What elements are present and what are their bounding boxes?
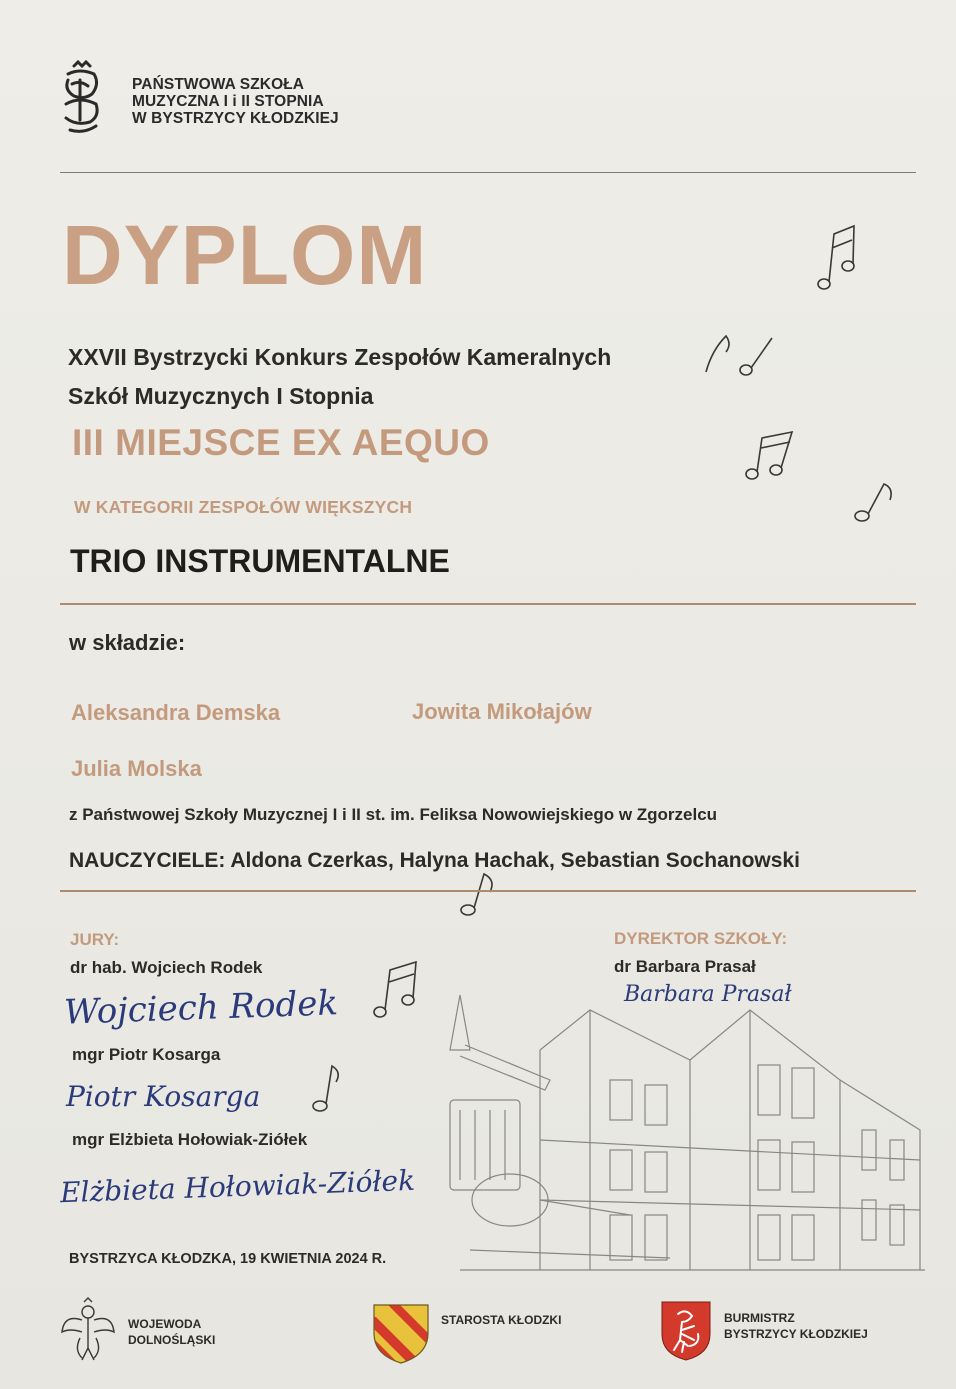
county-shield-icon [372,1303,430,1365]
town-lion-shield-icon [660,1300,712,1362]
award-category: W KATEGORII ZESPOŁÓW WIĘKSZYCH [74,497,413,517]
teachers-list: NAUCZYCIELE: Aldona Czerkas, Halyna Hachak, Sebastian Sochanowski [69,849,800,872]
contest-name-line-1: XXVII Bystrzycki Konkurs Zespołów Kameralnych [68,344,612,370]
music-note-icon [812,222,860,294]
member-name: Aleksandra Demska [71,700,281,725]
school-name-line-3: W BYSTRZYCY KŁODZKIEJ [132,110,339,127]
jury-label: JURY: [70,930,120,949]
contest-name-line-2: Szkół Muzycznych I Stopnia [68,383,374,409]
section-rule [60,890,916,892]
director-label: DYREKTOR SZKOŁY: [614,929,788,948]
award-place: III MIEJSCE EX AEQUO [72,422,490,463]
school-name-line-2: MUZYCZNA I i II STOPNIA [132,93,324,110]
place-and-date: BYSTRZYCA KŁODZKA, 19 KWIETNIA 2024 R. [69,1251,387,1267]
member-name: Jowita Mikołajów [412,699,592,724]
jury-member-name: dr hab. Wojciech Rodek [70,958,263,977]
sponsor-voivode [128,1316,215,1348]
music-note-icon [742,428,798,484]
music-note-icon [310,1062,346,1114]
jury-member-name: mgr Piotr Kosarga [72,1045,221,1064]
sponsor-line: BURMISTRZ [724,1311,795,1325]
ensemble-name: TRIO INSTRUMENTALNE [70,543,450,579]
music-note-icon [456,870,500,920]
director-name: dr Barbara Prasał [614,957,756,976]
sponsor-line: DOLNOŚLĄSKI [128,1333,216,1347]
polish-eagle-icon [60,1298,116,1362]
jury-signature: Piotr Kosarga [66,1080,261,1113]
member-name: Julia Molska [71,756,202,781]
members-label: w składzie: [69,630,186,655]
music-note-icon [370,958,422,1022]
music-note-icon [702,330,776,378]
jury-signature: Elżbieta Hołowiak-Ziółek [59,1163,416,1210]
sponsor-line: BYSTRZYCY KŁODZKIEJ [724,1327,868,1341]
jury-signature: Wojciech Rodek [63,983,339,1033]
school-name [132,76,339,127]
sponsor-starosta [441,1312,561,1328]
sponsor-line: WOJEWODA [128,1317,202,1331]
director-signature: Barbara Prasał [624,982,792,1007]
school-building-illustration-icon [430,990,930,1290]
music-note-icon [850,478,898,526]
jury-member-name: mgr Elżbieta Hołowiak-Ziółek [72,1130,308,1149]
section-rule [60,603,916,605]
sponsor-line: STAROSTA KŁODZKI [441,1313,562,1327]
school-origin: z Państwowej Szkoły Muzycznej I i II st. im. Feliksa Nowowiejskiego w Zgorzelcu [69,805,718,824]
school-name-line-1: PAŃSTWOWA SZKOŁA [132,76,305,93]
lion-harp-logo-icon [56,60,104,142]
sponsor-mayor [724,1310,868,1342]
header-rule [60,172,916,173]
diploma-title: DYPLOM [62,208,428,302]
